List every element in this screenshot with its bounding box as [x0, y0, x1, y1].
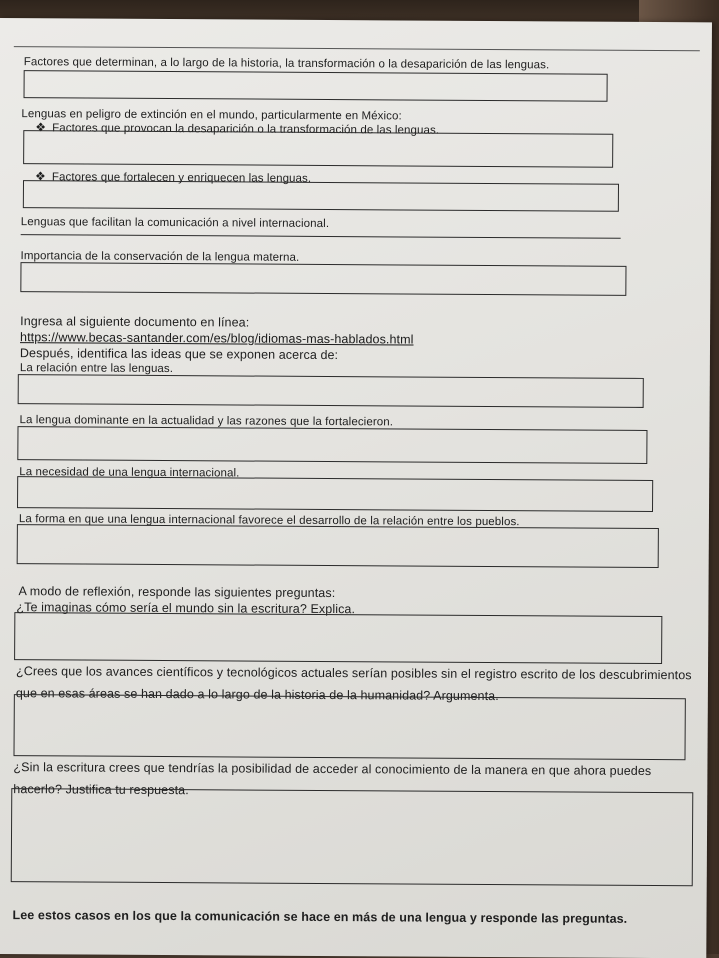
question-science-line-2: que en esas áreas se han dado a lo largo de la historia de la humanidad? Argumenta. [15, 686, 499, 704]
answer-box-international-need[interactable] [17, 476, 653, 512]
item-international-need: La necesidad de una lengua internacional. [19, 466, 240, 480]
endangered-languages-heading: Lenguas en peligro de extinción en el mundo, particularmente en México: [21, 108, 402, 123]
answer-box-question-1[interactable] [14, 612, 662, 664]
item-international-relations: La forma en que una lengua internacional favorece el desarrollo de la relación entre los pueblos. [18, 513, 520, 529]
answer-box-disappearance[interactable] [23, 130, 613, 168]
cases-heading: Lee estos casos en los que la comunicación se hace en más de una lengua y responde las preguntas. [12, 908, 628, 926]
online-document-intro: Ingresa al siguiente documento en línea: [20, 314, 250, 330]
question-world-without-writing: ¿Te imaginas cómo sería el mundo sin la escritura? Explica. [16, 600, 356, 617]
identify-ideas-instruction: Después, identifica las ideas que se exponen acerca de: [19, 346, 339, 363]
question-science-line-1: ¿Crees que los avances científicos y tecnológicos actuales serían posibles sin el registro escrito de los descubrimientos [15, 664, 692, 683]
factors-heading: Factores que determinan, a lo largo de la historia, la transformación o la desaparición de las lenguas. [23, 56, 550, 72]
diamond-bullet-icon: ❖ [34, 169, 46, 184]
diamond-bullet-icon: ❖ [35, 120, 47, 135]
worksheet-page [0, 18, 712, 958]
answer-box-mother-tongue[interactable] [20, 262, 626, 296]
bullet-strengthen-text: Factores que fortalecen y enriquecen las lenguas. [51, 171, 312, 185]
answer-box-dominant-language[interactable] [17, 426, 647, 464]
international-languages-heading: Lenguas que facilitan la comunicación a nivel internacional. [20, 216, 330, 231]
answer-box-relationship[interactable] [18, 374, 644, 408]
item-relationship-between-languages: La relación entre las lenguas. [19, 362, 174, 376]
answer-box-factors[interactable] [24, 70, 608, 102]
reflection-intro: A modo de reflexión, responde las siguientes preguntas: [18, 584, 336, 601]
answer-box-question-3[interactable] [11, 788, 694, 886]
document-link[interactable]: https://www.becas-santander.com/es/blog/idiomas-mas-hablados.html [20, 330, 414, 347]
item-dominant-language: La lengua dominante en la actualidad y las razones que la fortalecieron. [19, 414, 394, 429]
answer-box-strengthen[interactable] [23, 180, 619, 212]
question-knowledge-line-1: ¿Sin la escritura crees que tendrías la posibilidad de acceder al conocimiento de la manera en que ahora puedes [13, 760, 652, 778]
bullet-disappearance-text: Factores que provocan la desaparición o la transformación de las lenguas. [52, 122, 440, 137]
answer-box-question-2[interactable] [13, 694, 685, 760]
mother-tongue-heading: Importancia de la conservación de la lengua materna. [20, 250, 300, 264]
answer-box-international-relations[interactable] [17, 524, 659, 568]
question-knowledge-line-2: hacerlo? Justifica tu respuesta. [13, 782, 189, 798]
